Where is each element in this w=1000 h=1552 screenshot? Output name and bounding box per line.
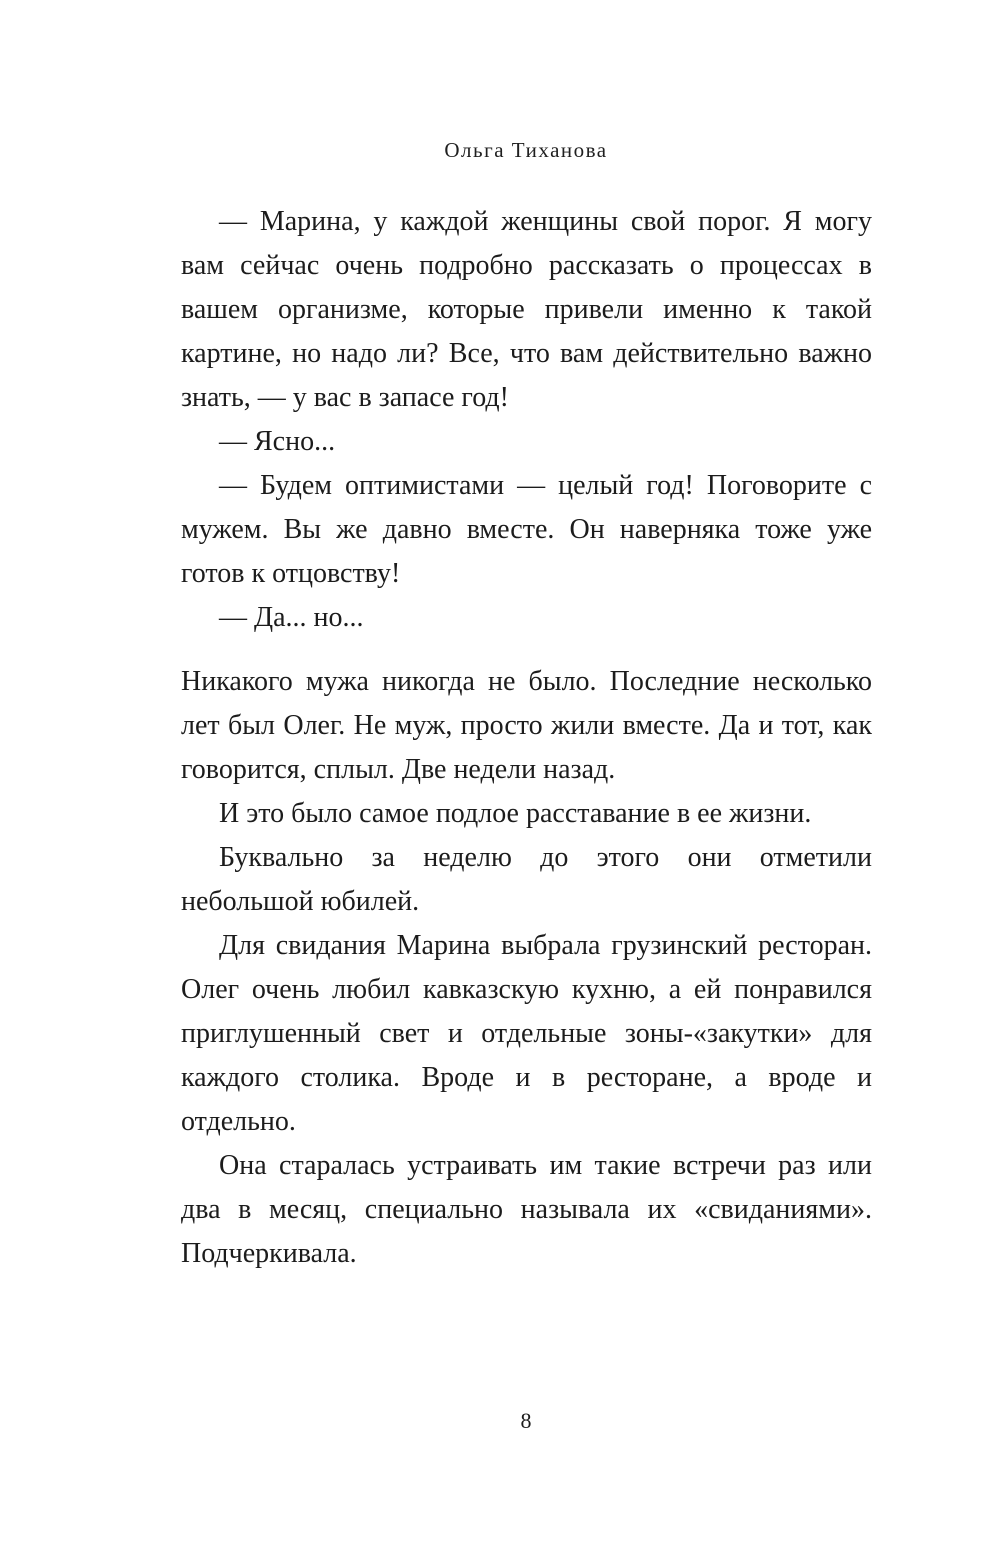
running-head: Ольга Тиханова bbox=[444, 138, 608, 162]
paragraph: И это было самое подлое расставание в ее жизни. bbox=[219, 798, 812, 829]
paragraph: Никакого мужа никогда не было. Последние несколько лет был Олег. Не муж, просто жили вместе. Да и тот, как говорится, сплыл. Две недели назад. bbox=[181, 666, 872, 785]
paragraph: Она старалась устраивать им такие встречи раз или два в месяц, специально называла их «свиданиями». Подчеркивала. bbox=[181, 1150, 872, 1269]
paragraph: — Ясно... bbox=[219, 426, 336, 457]
page-number: 8 bbox=[520, 1408, 532, 1433]
paragraph: Для свидания Марина выбрала грузинский ресторан. Олег очень любил кавказскую кухню, а ей понравился приглушенный свет и отдельные зоны-«закутки» для каждого столика. Вроде и в ресторане, а вроде и отдельно. bbox=[181, 930, 872, 1137]
paragraph: — Будем оптимистами — целый год! Поговорите с мужем. Вы же давно вместе. Он наверняка тоже уже готов к отцовству! bbox=[181, 470, 872, 589]
paragraph: Буквально за неделю до этого они отметили небольшой юбилей. bbox=[181, 842, 872, 917]
paragraph: — Марина, у каждой женщины свой порог. Я могу вам сейчас очень подробно рассказать о процессах в вашем организме, которые привели именно к такой картине, но надо ли? Все, что вам действительно важно знать, — у вас в запасе год! bbox=[181, 206, 872, 413]
text-block bbox=[181, 200, 872, 1276]
paragraph: — Да... но... bbox=[219, 602, 364, 633]
